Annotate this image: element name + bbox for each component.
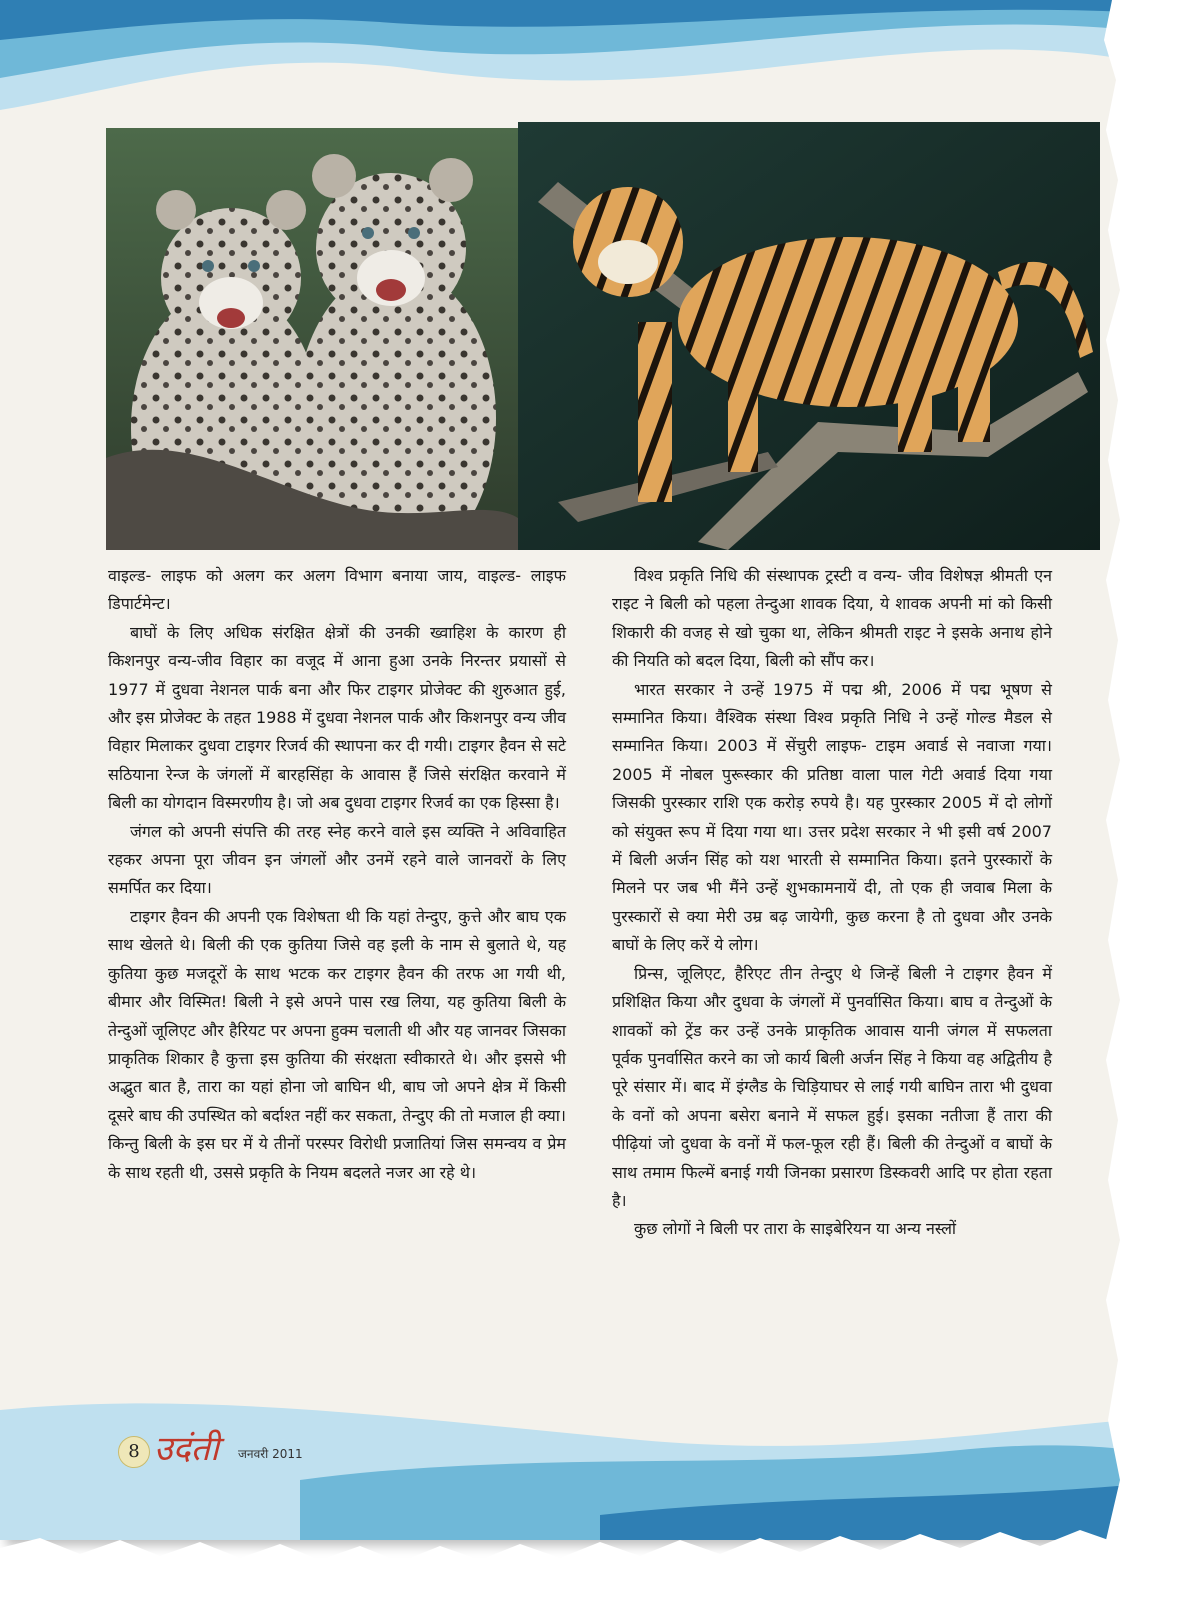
article-column-left — [108, 562, 566, 1187]
tiger-photo — [518, 122, 1100, 550]
snow-leopard-cubs-photo — [106, 128, 518, 550]
paragraph: बाघों के लिए अधिक संरक्षित क्षेत्रों की उनकी ख्वाहिश के कारण ही किशनपुर वन्य-जीव विहार का वजूद में आना हुआ उनके निरन्तर प्रयासों से 1977 में दुधवा नेशनल पार्क बना और फिर टाइगर प्रोजेक्ट की शुरुआत हुई, और इस प्रोजेक्ट के तहत 1988 में दुधवा नेशनल पार्क और किशनपुर वन्य जीव विहार मिलाकर दुधवा टाइगर रिजर्व की स्थापना कर दी गयी। टाइगर हैवन से सटे सठियाना रेन्ज के जंगलों में बारहसिंहा के आवास हैं जिसे संरक्षित करवाने में बिली का योगदान विस्मरणीय है। जो अब दुधवा टाइगर रिजर्व का एक हिस्सा है। — [108, 622, 566, 813]
page-number: 8 — [118, 1436, 150, 1468]
torn-paper-edge-bottom — [0, 1520, 1186, 1600]
issue-date: जनवरी 2011 — [238, 1447, 303, 1461]
paragraph: टाइगर हैवन की अपनी एक विशेषता थी कि यहां तेन्दुए, कुत्ते और बाघ एक साथ खेलते थे। बिली की एक कुतिया जिसे वह इली के नाम से बुलाते थे, यह कुतिया कुछ मजदूरों के साथ भटक कर टाइगर हैवन की तरफ आ गयी थी, बीमार और विस्मित! बिली ने इसे अपने पास रख लिया, यह कुतिया बिली के तेन्दुओं जूलिएट और हैरियट पर अपना हुक्म चलाती थी और यह जानवर जिसका प्राकृतिक शिकार है कुत्ता इस कुतिया की संरक्षता स्वीकारते थे। और इससे भी अद्भुत बात है, तारा का यहां होना जो बाघिन थी, बाघ जो अपने क्षेत्र में किसी दूसरे बाघ की उपस्थित को बर्दाश्त नहीं कर सकता, तेन्दुए की तो मजाल ही क्या। किन्तु बिली के इस घर में ये तीनों परस्पर विरोधी प्रजातियां जिस समन्वय व प्रेम के साथ रहती थी, उससे प्रकृति के नियम बदलते नजर आ रहे थे। — [108, 906, 566, 1182]
article-column-right — [612, 562, 1052, 1244]
paragraph: भारत सरकार ने उन्हें 1975 में पद्म श्री, 2006 में पद्म भूषण से सम्मानित किया। वैश्विक संस्था विश्व प्रकृति निधि ने उन्हें गोल्ड मैडल से सम्मानित किया। 2003 में सेंचुरी लाइफ- टाइम अवार्ड से नवाजा गया। 2005 में नोबल पुरूस्कार की प्रतिष्ठा वाला पाल गेटी अवार्ड दिया गया जिसकी पुरस्कार राशि एक करोड़ रुपये है। यह पुरस्कार 2005 में दो लोगों को संयुक्त रूप में दिया गया था। उत्तर प्रदेश सरकार ने भी इसी वर्ष 2007 में बिली अर्जन सिंह को यश भारती से सम्मानित किया। इतने पुरस्कारों के मिलने पर जब भी मैंने उन्हें शुभकामनायें दी, तो एक ही जवाब मिला के पुरस्कारों से क्या मेरी उम्र बढ़ जायेगी, कुछ करना है तो दुधवा और उनके बाघों के लिए करें ये लोग। — [612, 679, 1052, 955]
paragraph: वाइल्ड- लाइफ को अलग कर अलग विभाग बनाया जाय, वाइल्ड- लाइफ डिपार्टमेन्ट। — [108, 566, 566, 614]
magazine-logo: उदंती — [154, 1429, 219, 1469]
paragraph: प्रिन्स, जूलिएट, हैरिएट तीन तेन्दुए थे जिन्हें बिली ने टाइगर हैवन में प्रशिक्षित किया और दुधवा के जंगलों में पुनर्वासित किया। बाघ व तेन्दुओं के शावकों को ट्रेंड कर उन्हें उनके प्राकृतिक आवास यानी जंगल में सफलता पूर्वक पुनर्वासित करने का जो कार्य बिली अर्जन सिंह ने किया वह अद्वितीय है पूरे संसार में। बाद में इंग्लैड के चिड़ियाघर से लाई गयी बाघिन तारा भी दुधवा के वनों को अपना बसेरा बनाने में सफल हुई। इसका नतीजा हैं तारा की पीढ़ियां जो दुधवा के वनों में फल-फूल रही हैं। बिली की तेन्दुओं व बाघों के साथ तमाम फिल्में बनाई गयी जिनका प्रसारण डिस्कवरी आदि पर होता रहता है। — [612, 963, 1052, 1210]
paragraph: विश्व प्रकृति निधि की संस्थापक ट्रस्टी व वन्य- जीव विशेषज्ञ श्रीमती एन राइट ने बिली को पहला तेन्दुआ शावक दिया, ये शावक अपनी मां को किसी शिकारी की वजह से खो चुका था, लेकिन श्रीमती राइट ने इसके अनाथ होने की नियति को बदल दिया, बिली को सौंप कर। — [612, 566, 1052, 671]
torn-paper-edge-right — [1100, 0, 1186, 1600]
paragraph: जंगल को अपनी संपत्ति की तरह स्नेह करने वाले इस व्यक्ति ने अविवाहित रहकर अपना पूरा जीवन इन जंगलों और उनमें रहने वाले जानवरों के लिए समर्पित कर दिया। — [108, 821, 566, 898]
top-wave-banner — [0, 0, 1130, 130]
paragraph: कुछ लोगों ने बिली पर तारा के साइबेरियन या अन्य नस्लों — [634, 1219, 957, 1239]
